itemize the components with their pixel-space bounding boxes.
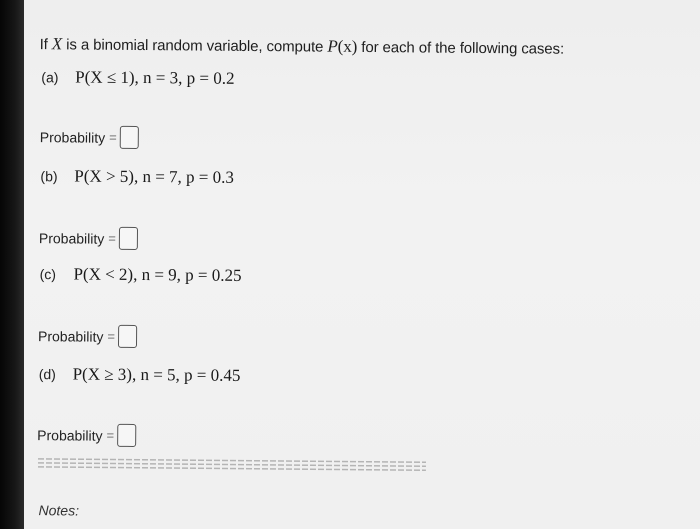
- case-d-expression: P(X ≥ 3), n = 5, p = 0.45: [72, 364, 241, 385]
- case-d-equals-sign: =: [106, 427, 115, 443]
- case-c-equals-sign: =: [107, 328, 116, 344]
- case-a-statement: [41, 67, 234, 89]
- question-prefix: If: [39, 36, 52, 54]
- case-d-probability-label: Probability: [37, 426, 103, 444]
- question-function: P: [327, 36, 338, 56]
- case-b-statement: [40, 166, 234, 188]
- monitor-bezel: [0, 0, 24, 529]
- case-c-expression: P(X < 2), n = 9, p = 0.25: [73, 264, 242, 285]
- case-c-statement: [40, 264, 242, 286]
- case-d-label: (d): [38, 366, 56, 383]
- case-a-answer-input[interactable]: [120, 126, 139, 149]
- case-b-equals-sign: =: [108, 230, 116, 246]
- case-d-statement: [39, 364, 241, 386]
- question-prompt: [40, 34, 565, 59]
- question-screen: [24, 0, 700, 529]
- case-c-label: (c): [39, 266, 57, 283]
- question-variable: X: [51, 34, 63, 54]
- case-a-equals-sign: =: [109, 129, 117, 145]
- case-a-answer-row: [40, 125, 139, 149]
- section-divider: [38, 458, 426, 471]
- notes-label: Notes:: [38, 502, 80, 519]
- case-b-answer-input[interactable]: [119, 227, 138, 250]
- case-d-answer-input[interactable]: [117, 424, 136, 447]
- case-b-probability-label: Probability: [38, 229, 105, 247]
- question-function-arg: (x): [337, 36, 358, 56]
- case-c-answer-row: [38, 324, 137, 348]
- case-c-answer-input[interactable]: [118, 325, 137, 348]
- case-b-label: (b): [40, 168, 58, 185]
- question-middle: is a binomial random variable, compute: [62, 36, 328, 56]
- case-b-expression: P(X > 5), n = 7, p = 0.3: [74, 166, 235, 187]
- case-a-expression: P(X ≤ 1), n = 3, p = 0.2: [75, 67, 235, 88]
- case-d-answer-row: [37, 423, 136, 447]
- question-content: [24, 0, 700, 529]
- case-b-answer-row: [39, 226, 138, 250]
- case-c-probability-label: Probability: [38, 327, 104, 345]
- question-suffix: for each of the following cases:: [357, 38, 565, 58]
- case-a-label: (a): [41, 69, 59, 86]
- case-a-probability-label: Probability: [39, 128, 106, 146]
